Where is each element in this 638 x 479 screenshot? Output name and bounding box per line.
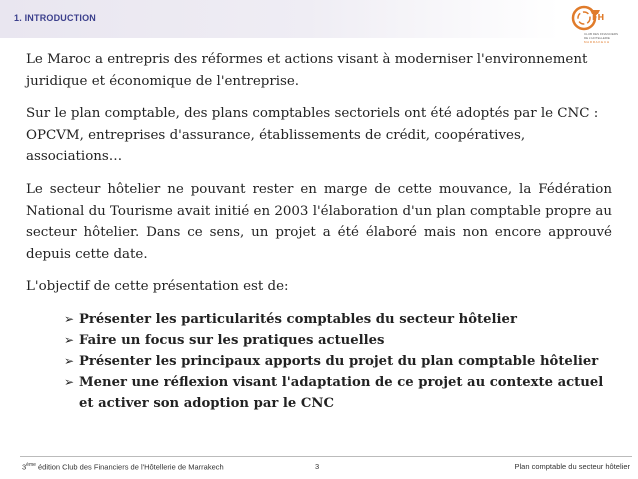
page-number: 3 xyxy=(315,462,320,471)
list-item: ➢ Présenter les particularités comptables du secteur hôtelier xyxy=(64,309,612,330)
list-item: ➢ Faire un focus sur les pratiques actuelles xyxy=(64,330,612,351)
intro-paragraph: Le Maroc a entrepris des réformes et actions visant à moderniser l'environnement juridique et économique de l'entreprise. xyxy=(26,52,588,89)
hotel-sector-paragraph: Le secteur hôtelier ne pouvant rester en marge de cette mouvance, la Fédération National du Tourisme avait initié en 2003 l'élaboration d'un plan comptable propre au secteur hôtelier. Dans ce sens, un projet a été élaboré mais non encore approuvé depuis cette date. xyxy=(26,181,612,262)
slide-body xyxy=(26,49,612,414)
objectives-list xyxy=(26,309,612,414)
svg-text:FH: FH xyxy=(592,13,605,22)
logo-line-3: M A R R A K E C H xyxy=(584,40,610,44)
arrow-bullet-icon: ➢ xyxy=(64,353,75,368)
section-title: 1. INTRODUCTION xyxy=(14,13,97,23)
logo-line-1: CLUB DES FINANCIERS xyxy=(584,32,619,36)
objective-paragraph: L'objectif de cette présentation est de: xyxy=(26,279,289,295)
arrow-bullet-icon: ➢ xyxy=(64,332,75,347)
logo-line-2: DE L'HOTELLERIE xyxy=(584,36,610,40)
footer-document-title: Plan comptable du secteur hôtelier xyxy=(514,462,630,471)
arrow-bullet-icon: ➢ xyxy=(64,311,75,326)
list-item: ➢ Présenter les principaux apports du projet du plan comptable hôtelier xyxy=(64,351,612,372)
arrow-bullet-icon: ➢ xyxy=(64,374,75,389)
accounting-paragraph: Sur le plan comptable, des plans comptables sectoriels ont été adoptés par le CNC : OPCVM, entreprises d'assurance, établissements de crédit, coopératives, associations… xyxy=(26,106,599,165)
footer-edition: 3ème édition Club des Financiers de l'Hôtellerie de Marrakech xyxy=(22,462,224,472)
footer-divider xyxy=(20,456,632,457)
list-item: ➢ Mener une réflexion visant l'adaptation de ce projet au contexte actuel et activer son adoption par le CNC xyxy=(64,372,612,414)
